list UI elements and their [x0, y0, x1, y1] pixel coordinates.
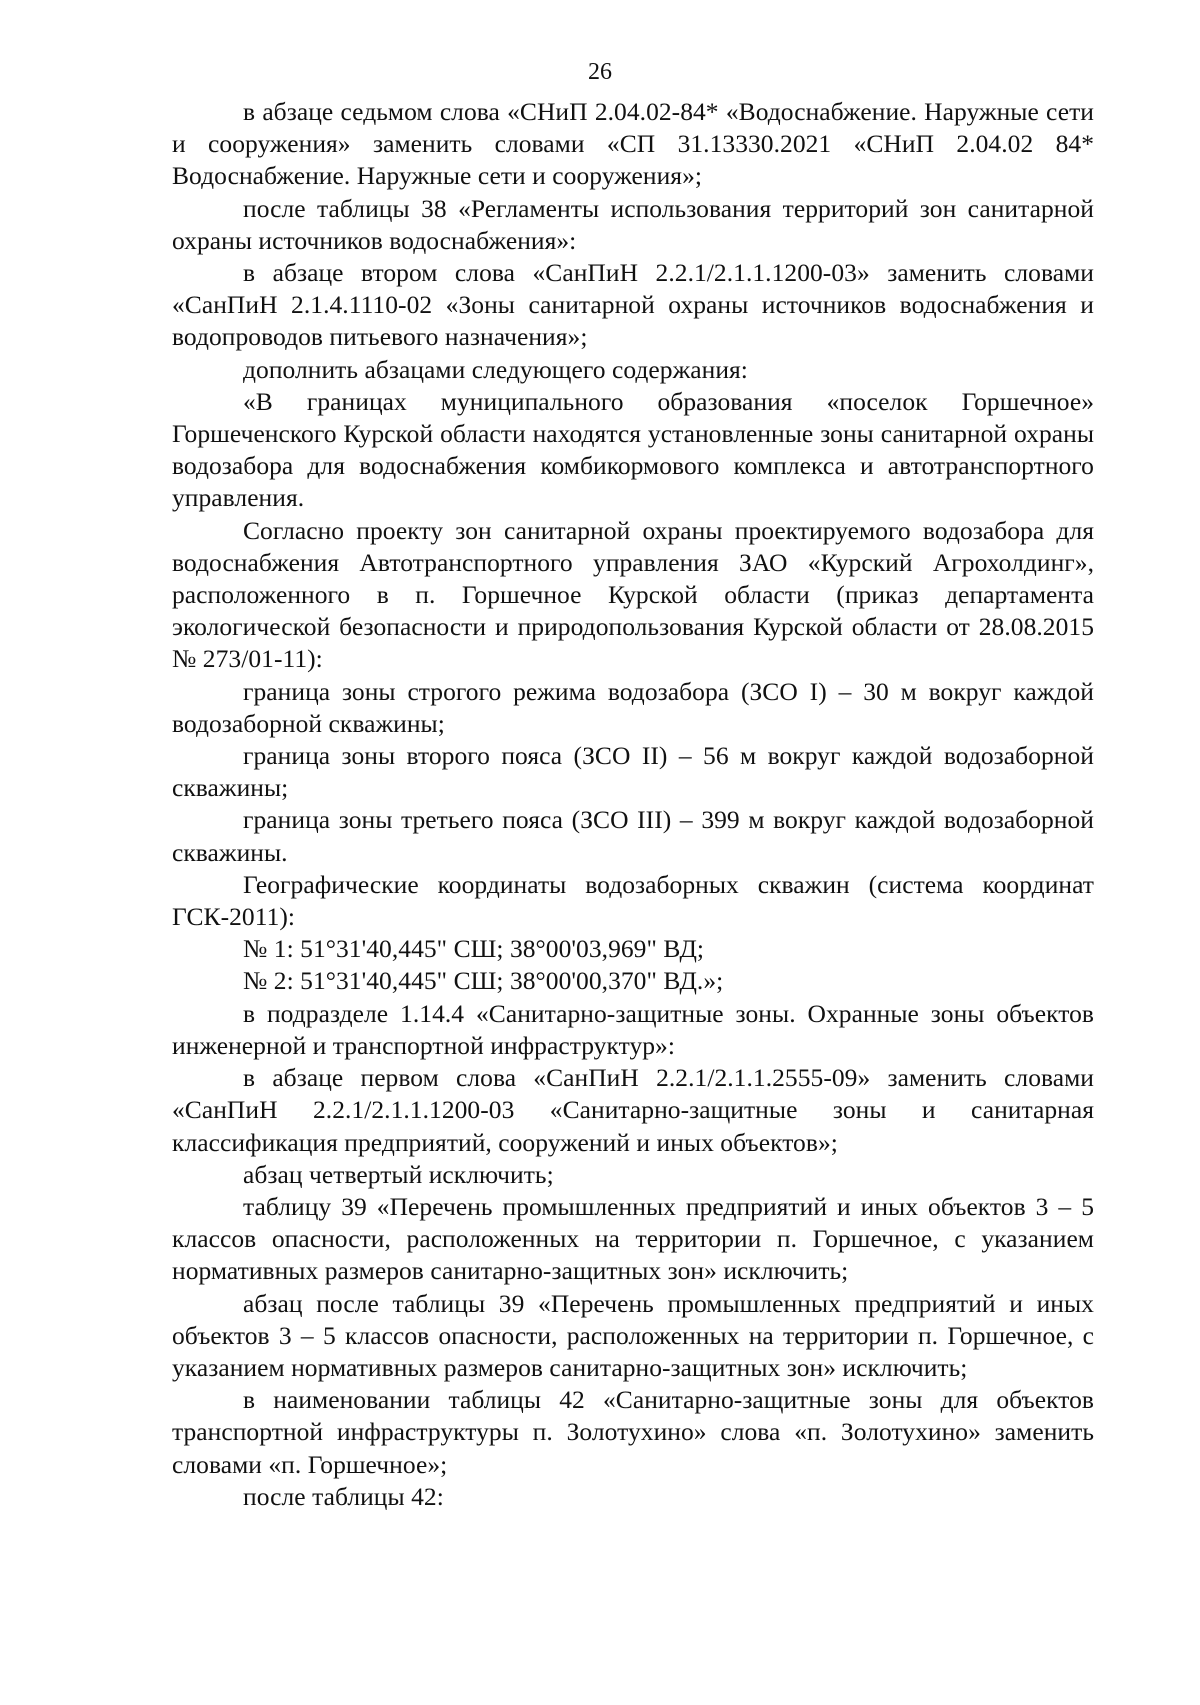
paragraph-8: граница зоны второго пояса (ЗСО II) – 56 м вокруг каждой водозаборной скважины;	[172, 741, 1094, 803]
paragraph-1: в абзаце седьмом слова «СНиП 2.04.02-84* «Водоснабжение. Наружные сети и сооружения» заменить словами «СП 31.13330.2021 «СНиП 2.04.02 84* Водоснабжение. Наружные сети и сооружения»;	[172, 97, 1094, 191]
document-body	[172, 96, 1094, 1513]
paragraph-16: таблицу 39 «Перечень промышленных предприятий и иных объектов 3 – 5 классов опасности, расположенных на территории п. Горшечное, с указанием нормативных размеров санитарно-защитных зон» исключить;	[172, 1191, 1094, 1286]
paragraph-13: в подразделе 1.14.4 «Санитарно-защитные зоны. Охранные зоны объектов инженерной и транспортной инфраструктур»:	[172, 998, 1094, 1060]
paragraph-18: в наименовании таблицы 42 «Санитарно-защитные зоны для объектов транспортной инфраструктуры п. Золотухино» слова «п. Золотухино» заменить словами «п. Горшечное»;	[172, 1385, 1094, 1479]
paragraph-6: Согласно проекту зон санитарной охраны проектируемого водозабора для водоснабжения Автотранспортного управления ЗАО «Курский Агрохолдинг», расположенного в п. Горшечное Курской области (приказ департамента экологической безопасности и природопользования Курской области от 28.08.2015 № 273/01-11):	[172, 515, 1094, 674]
paragraph-15: абзац четвертый исключить;	[243, 1159, 554, 1189]
page-number: 26	[588, 59, 612, 85]
paragraph-4: дополнить абзацами следующего содержания:	[243, 354, 748, 384]
paragraph-2: после таблицы 38 «Регламенты использования территорий зон санитарной охраны источников водоснабжения»:	[172, 193, 1094, 255]
paragraph-11: № 1: 51°31'40,445" СШ; 38°00'03,969" ВД;	[243, 934, 705, 964]
paragraph-5: «В границах муниципального образования «поселок Горшечное» Горшеченского Курской области находятся установленные зоны санитарной охраны водозабора для водоснабжения комбикормового комплекса и автотранспортного управления.	[172, 386, 1094, 513]
paragraph-3: в абзаце втором слова «СанПиН 2.2.1/2.1.1.1200-03» заменить словами «СанПиН 2.1.4.1110-02 «Зоны санитарной охраны источников водоснабжения и водопроводов питьевого назначения»;	[172, 258, 1094, 352]
paragraph-9: граница зоны третьего пояса (ЗСО III) – 399 м вокруг каждой водозаборной скважины.	[172, 805, 1094, 867]
paragraph-7: граница зоны строгого режима водозабора (ЗСО I) – 30 м вокруг каждой водозаборной скважины;	[172, 676, 1094, 738]
paragraph-14: в абзаце первом слова «СанПиН 2.2.1/2.1.1.2555-09» заменить словами «СанПиН 2.2.1/2.1.1.1200-03 «Санитарно-защитные зоны и санитарная классификация предприятий, сооружений и иных объектов»;	[172, 1063, 1094, 1157]
paragraph-10: Географические координаты водозаборных скважин (система координат ГСК-2011):	[172, 869, 1094, 932]
paragraph-17: абзац после таблицы 39 «Перечень промышленных предприятий и иных объектов 3 – 5 классов опасности, расположенных на территории п. Горшечное, с указанием нормативных размеров санитарно-защитных зон» исключить;	[172, 1288, 1094, 1382]
paragraph-19: после таблицы 42:	[243, 1481, 444, 1511]
paragraph-12: № 2: 51°31'40,445" СШ; 38°00'00,370" ВД.»;	[243, 966, 724, 996]
